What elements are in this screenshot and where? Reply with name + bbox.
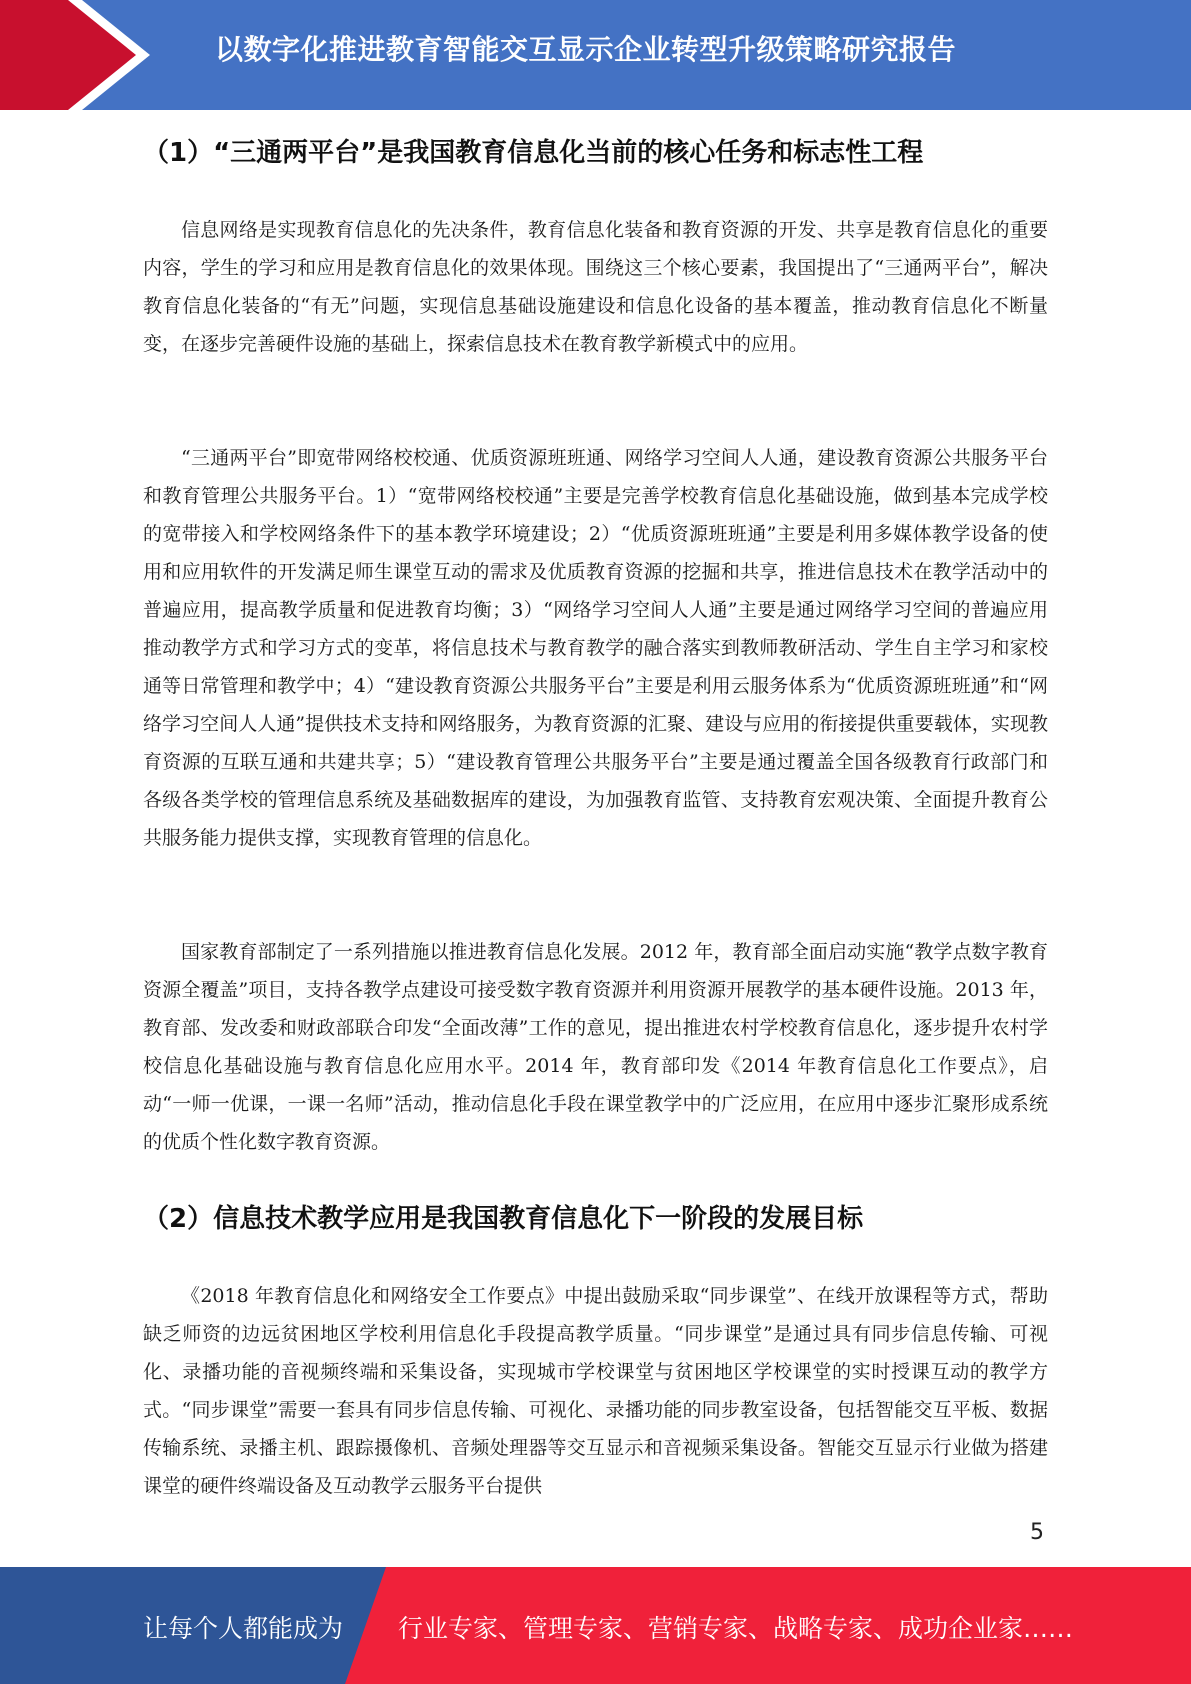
section-heading-2: （2）信息技术教学应用是我国教育信息化下一阶段的发展目标 [143, 1204, 864, 1234]
red-chevron-decoration [0, 0, 150, 110]
page-header [0, 0, 1191, 110]
report-title: 以数字化推进教育智能交互显示企业转型升级策略研究报告 [215, 33, 957, 66]
paragraph: “三通两平台”即宽带网络校校通、优质资源班班通、网络学习空间人人通，建设教育资源公共服务平台和教育管理公共服务平台。1）“宽带网络校校通”主要是完善学校教育信息化基础设施，做到基本完成学校的宽带接入和学校网络条件下的基本教学环境建设；2）“优质资源班班通”主要是利用多媒体教学设备的使用和应用软件的开发满足师生课堂互动的需求及优质教育资源的挖掘和共享，推进信息技术在教学活动中的普遍应用，提高教学质量和促进教育均衡；3）“网络学习空间人人通”主要是通过网络学习空间的普遍应用推动教学方式和学习方式的变革，将信息技术与教育教学的融合落实到教师教研活动、学生自主学习和家校通等日常管理和教学中；4）“建设教育资源公共服务平台”主要是利用云服务体系为“优质资源班班通”和“网络学习空间人人通”提供技术支持和网络服务，为教育资源的汇聚、建设与应用的衔接提供重要载体，实现教育资源的互联互通和共建共享；5）“建设教育管理公共服务平台”主要是通过覆盖全国各级教育行政部门和各级各类学校的管理信息系统及基础数据库的建设，为加强教育监管、支持教育宏观决策、全面提升教育公共服务能力提供支撑，实现教育管理的信息化。 [143, 447, 1048, 849]
paragraph: 信息网络是实现教育信息化的先决条件，教育信息化装备和教育资源的开发、共享是教育信息化的重要内容，学生的学习和应用是教育信息化的效果体现。围绕这三个核心要素，我国提出了“三通两平台”，解决教育信息化装备的“有无”问题，实现信息基础设施建设和信息化设备的基本覆盖，推动教育信息化不断量变，在逐步完善硬件设施的基础上，探索信息技术在教育教学新模式中的应用。 [143, 219, 1048, 355]
page-footer [0, 1567, 1191, 1684]
footer-slogan-left: 让每个人都能成为 [143, 1614, 344, 1643]
paragraph: 国家教育部制定了一系列措施以推进教育信息化发展。2012 年，教育部全面启动实施“教学点数字教育资源全覆盖”项目，支持各教学点建设可接受数字教育资源并利用资源开展教学的基本硬件设施。2013 年，教育部、发改委和财政部联合印发“全面改薄”工作的意见，提出推进农村学校教育信息化，逐步提升农村学校信息化基础设施与教育信息化应用水平。2014 年，教育部印发《2014 年教育信息化工作要点》，启动“一师一优课，一课一名师”活动，推动信息化手段在课堂教学中的广泛应用，在应用中逐步汇聚形成系统的优质个性化数字教育资源。 [143, 941, 1048, 1153]
section-heading-1: （1）“三通两平台”是我国教育信息化当前的核心任务和标志性工程 [143, 138, 924, 168]
page-number: 5 [1030, 1520, 1044, 1545]
paragraph: 《2018 年教育信息化和网络安全工作要点》中提出鼓励采取“同步课堂”、在线开放课程等方式，帮助缺乏师资的边远贫困地区学校利用信息化手段提高教学质量。“同步课堂”是通过具有同步信息传输、可视化、录播功能的音视频终端和采集设备，实现城市学校课堂与贫困地区学校课堂的实时授课互动的教学方式。“同步课堂”需要一套具有同步信息传输、可视化、录播功能的同步教室设备，包括智能交互平板、数据传输系统、录播主机、跟踪摄像机、音频处理器等交互显示和音视频采集设备。智能交互显示行业做为搭建课堂的硬件终端设备及互动教学云服务平台提供 [143, 1285, 1048, 1497]
footer-slogan-right: 行业专家、管理专家、营销专家、战略专家、成功企业家…… [398, 1614, 1074, 1643]
